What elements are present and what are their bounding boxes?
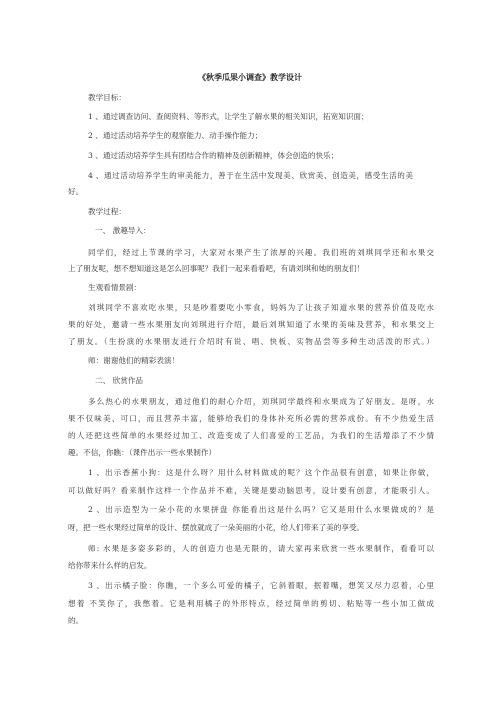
paragraph-line: 师: 水果是多姿多彩的，人的创造力也是无限的，请大家再来欣赏一些水果制作，看看可以 [88, 544, 434, 553]
goal-line: 3 、通过活动培养学生具有团结合作的精神及创新精神，体会创造的快乐； [88, 151, 339, 160]
paragraph-line: 呀，把一些水果经过简单的设计、摆放就成了一朵美丽的小花，给人们带来了美的享受。 [68, 523, 365, 532]
goal-line: 1 、通过调查访问、查阅资料、等形式，让学生了解水果的相关知识，拓宽知识面； [88, 112, 369, 121]
paragraph-line: 3 、出示橘子脸：你瞧，一个多么可爱的橘子，它斜着眼，抿着嘴，想笑又尽力忍着，心里 [88, 581, 434, 590]
goal-line: 2 、通过活动培养学生的观察能力、动手操作能力； [88, 131, 263, 140]
goal-line: 4 、通过活动培养学生的审美能力，善于在生活中发现美、欣赏美、创造美，感受生活的美 [88, 171, 413, 180]
paragraph-line: 2 、出示造型为一朵小花的水果拼盘 你能看出这是什么吗？它又是用什么水果做成的？是 [88, 505, 434, 514]
paragraph-line: 多么热心的水果朋友，通过他们的耐心介绍，刘琪同学最终和水果成为了好朋友。是呀，水 [88, 397, 434, 406]
paragraph-line: 1 、出示香蕉小狗：这是什么呀？用什么材料做成的呢？这个作品很有创意，如果让你做， [88, 468, 434, 477]
paragraph-line: 给你带来什么样的启发。 [68, 561, 152, 570]
goal-line: 好。 [68, 187, 84, 196]
goals-heading: 教学目标： [88, 93, 126, 102]
paragraph-line: 趣。不信，你瞧：（课件出示一些水果制作） [68, 448, 217, 457]
paragraph-line: 果不仅味美、可口，而且营养丰富，能够给我们的身体补充所必需的营养成份。有不少热爱生活 [68, 414, 434, 423]
paragraph-line: 的。 [68, 616, 84, 625]
paragraph-line: 了朋友。（生扮演的水果朋友进行介绍时有说、唱、快板、实物品尝等多种生动活泼的形式。） [68, 337, 434, 346]
paragraph-line: 果的好处，邀请一些水果朋友向刘琪进行介绍，最后刘琪知道了水果的美味及营养，和水果交上 [68, 320, 434, 329]
paragraph-line: 刘琪同学不喜欢吃水果，只是吵着要吃小零食，妈妈为了让孩子知道水果的营养价值及吃水 [88, 303, 434, 312]
section-heading: 一、 激趣导入： [95, 226, 151, 235]
paragraph-line: 可以做好吗？看来制作这样一个作品并不难，关键是要动脑思考，设计要有创意，才能吸引人。 [68, 486, 434, 495]
section-heading: 二、 欣赏作品 [95, 376, 143, 385]
paragraph-line: 同学们，经过上节课的学习，大家对水果产生了浓厚的兴趣。我们班的刘琪同学还和水果交 [88, 248, 434, 257]
process-heading: 教学过程： [88, 207, 126, 216]
paragraph-line: 上了朋友呢，想不想知道这是怎么回事呢？我们一起来看看吧，有请刘琪和她的朋友们！ [68, 264, 365, 273]
teacher-line: 师：谢谢他们的精彩表演！ [88, 356, 180, 365]
document-title: 《秋季瓜果小调查》教学设计 [198, 72, 302, 82]
paragraph-line: 的人还把这些简单的水果经过加工、改造变成了人们喜爱的工艺品，为我们的生活增添了不少情 [68, 431, 434, 440]
scene-heading: 生观看情景剧： [88, 283, 142, 292]
paragraph-line: 想着 不笑你了，我憋着。它是利用橘子的外形特点，经过简单的剪切、粘贴等一些小加工做成 [68, 599, 434, 608]
